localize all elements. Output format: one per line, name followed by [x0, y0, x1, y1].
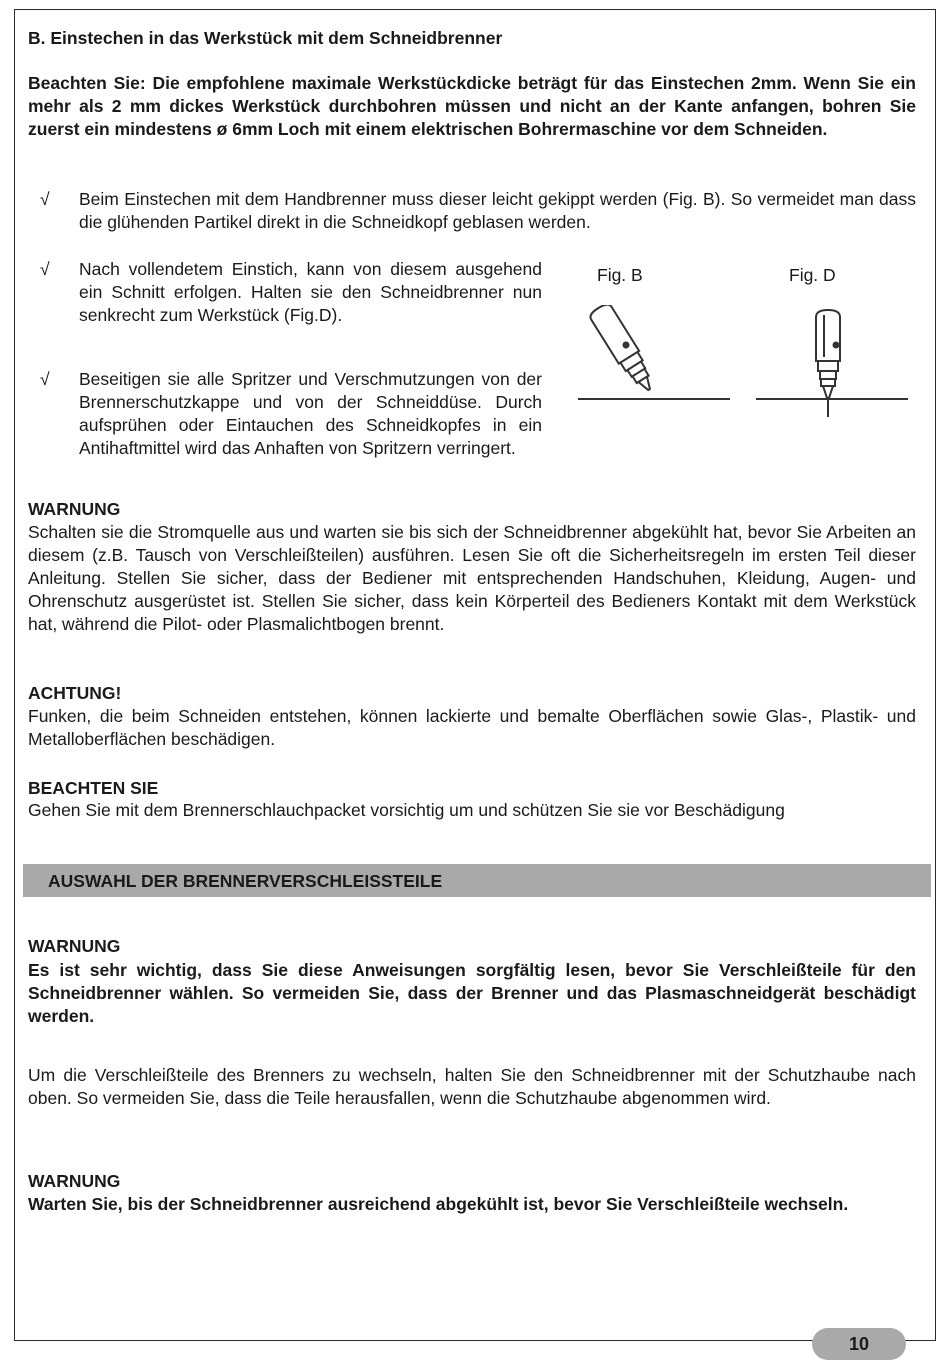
warning-title-3: WARNUNG	[28, 1171, 121, 1191]
section-heading: B. Einstechen in das Werkstück mit dem Schneidbrenner	[28, 28, 503, 48]
caution-text: Funken, die beim Schneiden entstehen, können lackierte und bemalte Oberflächen sowie Glas-, Plastik- und Metalloberflächen beschädigen.	[28, 706, 916, 749]
check-icon: √	[40, 369, 50, 389]
check-icon: √	[40, 259, 50, 279]
warning-text-2: Es ist sehr wichtig, dass Sie diese Anweisungen sorgfältig lesen, bevor Sie Verschleißteile für den Schneidbrenner wählen. So vermeiden Sie, dass der Brenner und das Plasmaschneidgerät beschädigt werden.	[28, 960, 916, 1026]
figure-d-torch-vertical	[752, 305, 912, 423]
banner-title: AUSWAHL DER BRENNERVERSCHLEISSTEILE	[48, 871, 443, 891]
figure-b-label: Fig. B	[597, 265, 643, 285]
replacement-text: Um die Verschleißteile des Brenners zu wechseln, halten Sie den Schneidbrenner mit der Schutzhaube nach oben. So vermeiden Sie, dass die Teile herausfallen, wenn die Schutzhaube abgenommen wird.	[28, 1065, 916, 1108]
list-item-1: Beim Einstechen mit dem Handbrenner muss dieser leicht gekippt werden (Fig. B). So vermeidet man dass die glühenden Partikel direkt in die Schneidkopf geblasen werden.	[79, 189, 916, 232]
figure-b-torch-tilted	[574, 305, 734, 415]
warning-text: Schalten sie die Stromquelle aus und warten sie bis sich der Schneidbrenner abgekühlt hat, bevor Sie Arbeiten an diesem (z.B. Tausch von Verschleißteilen) ausführen. Lesen Sie oft die Sicherheitsregeln im ersten Teil dieser Anleitung. Stellen Sie sicher, dass der Bediener mit entsprechenden Handschuhen, Kleidung, Augen- und Ohrenschutz ausgerüstet ist. Stellen Sie sicher, dass kein Körperteil des Bedieners Kontakt mit dem Werkstück hat, während die Pilot- oder Plasmalichtbogen brennt.	[28, 522, 916, 634]
figure-d-label: Fig. D	[789, 265, 836, 285]
caution-title: ACHTUNG!	[28, 683, 122, 703]
section-banner	[23, 864, 931, 897]
note-text: Gehen Sie mit dem Brennerschlauchpacket vorsichtig um und schützen Sie sie vor Beschädigung	[28, 800, 785, 820]
check-icon: √	[40, 189, 50, 209]
list-item-2: Nach vollendetem Einstich, kann von diesem ausgehend ein Schnitt erfolgen. Halten sie den Schneidbrenner nun senkrecht zum Werkstück (Fig.D).	[79, 259, 542, 325]
page-number-badge	[812, 1328, 906, 1360]
warning-title-2: WARNUNG	[28, 936, 121, 956]
warning-title: WARNUNG	[28, 499, 121, 519]
page-number: 10	[848, 1334, 870, 1354]
section-note: Beachten Sie: Die empfohlene maximale Werkstückdicke beträgt für das Einstechen 2mm. Wenn Sie ein mehr als 2 mm dickes Werkstück durchbohren müssen und nicht an der Kante anfangen, bohren Sie zuerst ein mindestens ø 6mm Loch mit einem elektrischen Bohrermaschine vor dem Schneiden.	[28, 73, 916, 139]
list-item-3: Beseitigen sie alle Spritzer und Verschmutzungen von der Brennerschutzkappe und von der Schneiddüse. Durch aufsprühen oder Eintauchen des Schneidkopfes in ein Antihaftmittel wird das Anhaften von Spritzern verringert.	[79, 369, 542, 458]
note-title: BEACHTEN SIE	[28, 778, 159, 798]
warning-text-3: Warten Sie, bis der Schneidbrenner ausreichend abgekühlt ist, bevor Sie Verschleißteile wechseln.	[28, 1194, 849, 1214]
